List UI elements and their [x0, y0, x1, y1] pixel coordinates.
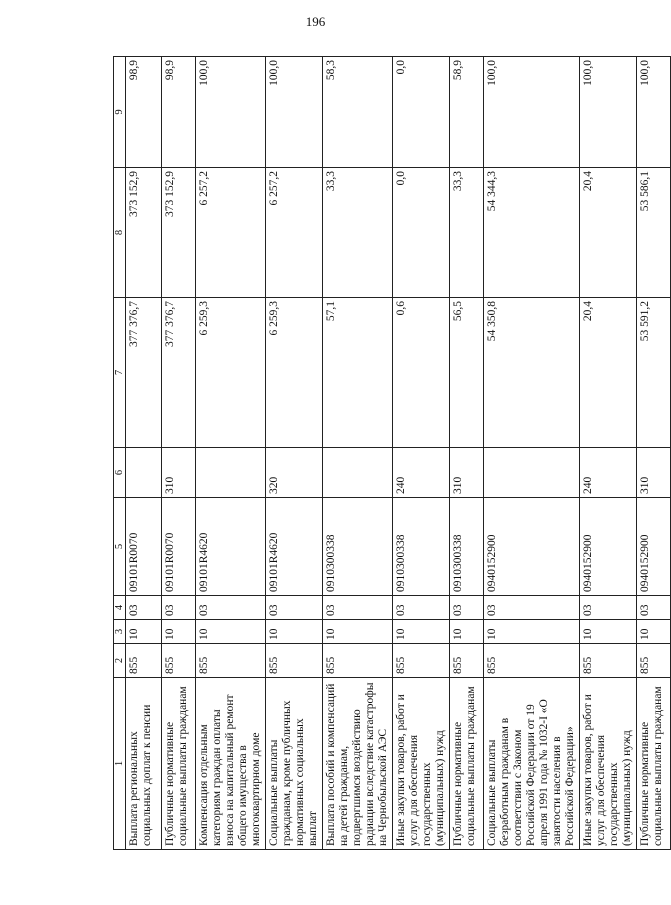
cell-target-article: 09101R0070 — [126, 498, 162, 596]
cell-expense-type: 240 — [393, 448, 450, 498]
cell-admin-code: 855 — [266, 644, 323, 678]
cell-expense-type: 240 — [580, 448, 637, 498]
cell-target-article: 09101R4620 — [266, 498, 323, 596]
table-row — [393, 57, 450, 850]
cell-target-article: 0910300338 — [323, 498, 393, 596]
column-header: 2 — [114, 644, 126, 678]
cell-subsection: 03 — [126, 596, 162, 620]
table-row — [484, 57, 580, 850]
cell-admin-code: 855 — [580, 644, 637, 678]
cell-planned: 53 591,2 — [637, 298, 671, 448]
cell-section: 10 — [323, 620, 393, 644]
column-header: 3 — [114, 620, 126, 644]
cell-admin-code: 855 — [484, 644, 580, 678]
cell-subsection: 03 — [580, 596, 637, 620]
cell-target-article: 0940152900 — [637, 498, 671, 596]
cell-executed: 54 344,3 — [484, 168, 580, 298]
cell-planned: 56,5 — [450, 298, 484, 448]
table-row — [162, 57, 196, 850]
column-header: 7 — [114, 298, 126, 448]
row-name: Компенсация отдельным категориям граждан оплаты взноса на капитальный ремонт общего имущества в многоквартирном доме — [196, 678, 266, 850]
cell-executed: 373 152,9 — [126, 168, 162, 298]
cell-subsection: 03 — [266, 596, 323, 620]
cell-percent: 0,0 — [393, 57, 450, 168]
cell-expense-type — [196, 448, 266, 498]
column-header: 6 — [114, 448, 126, 498]
row-name: Публичные нормативные социальные выплаты гражданам — [162, 678, 196, 850]
cell-planned: 377 376,7 — [126, 298, 162, 448]
cell-section: 10 — [266, 620, 323, 644]
row-name: Социальные выплаты безработным гражданам в соответствии с Законом Российской Федерации от 19 апреля 1991 года № 1032-I «О занятости населения в Российской Федерации» — [484, 678, 580, 850]
column-header: 8 — [114, 168, 126, 298]
cell-section: 10 — [126, 620, 162, 644]
row-name: Выплата региональных социальных доплат к пенсии — [126, 678, 162, 850]
rotated-table-wrapper — [113, 57, 664, 850]
cell-executed: 373 152,9 — [162, 168, 196, 298]
cell-executed: 6 257,2 — [266, 168, 323, 298]
table-row — [196, 57, 266, 850]
column-header: 5 — [114, 498, 126, 596]
budget-table — [113, 56, 671, 850]
cell-planned: 6 259,3 — [196, 298, 266, 448]
cell-target-article: 09101R0070 — [162, 498, 196, 596]
cell-section: 10 — [450, 620, 484, 644]
cell-subsection: 03 — [450, 596, 484, 620]
row-name: Социальные выплаты гражданам, кроме публичных нормативных социальных выплат — [266, 678, 323, 850]
cell-expense-type: 310 — [637, 448, 671, 498]
row-name: Выплата пособий и компенсаций на детей гражданам, подвергшимся воздействию радиации вследствие катастрофы на Чернобыльской АЭС — [323, 678, 393, 850]
header-row — [114, 57, 126, 850]
cell-planned: 377 376,7 — [162, 298, 196, 448]
cell-section: 10 — [580, 620, 637, 644]
cell-executed: 33,3 — [450, 168, 484, 298]
cell-admin-code: 855 — [450, 644, 484, 678]
row-name: Публичные нормативные социальные выплаты гражданам — [637, 678, 671, 850]
cell-percent: 98,9 — [126, 57, 162, 168]
cell-percent: 100,0 — [196, 57, 266, 168]
cell-percent: 100,0 — [637, 57, 671, 168]
table-row — [580, 57, 637, 850]
cell-subsection: 03 — [162, 596, 196, 620]
cell-planned: 0,6 — [393, 298, 450, 448]
cell-section: 10 — [393, 620, 450, 644]
cell-percent: 100,0 — [266, 57, 323, 168]
cell-subsection: 03 — [323, 596, 393, 620]
cell-percent: 58,3 — [323, 57, 393, 168]
column-header: 1 — [114, 678, 126, 850]
cell-section: 10 — [637, 620, 671, 644]
cell-admin-code: 855 — [196, 644, 266, 678]
cell-expense-type — [323, 448, 393, 498]
column-header: 9 — [114, 57, 126, 168]
row-name: Публичные нормативные социальные выплаты гражданам — [450, 678, 484, 850]
cell-admin-code: 855 — [126, 644, 162, 678]
cell-target-article: 0910300338 — [450, 498, 484, 596]
cell-admin-code: 855 — [162, 644, 196, 678]
cell-executed: 20,4 — [580, 168, 637, 298]
cell-expense-type: 310 — [162, 448, 196, 498]
cell-target-article: 0940152900 — [580, 498, 637, 596]
cell-percent: 100,0 — [580, 57, 637, 168]
cell-executed: 53 586,1 — [637, 168, 671, 298]
cell-percent: 98,9 — [162, 57, 196, 168]
cell-percent: 58,9 — [450, 57, 484, 168]
cell-percent: 100,0 — [484, 57, 580, 168]
table-row — [450, 57, 484, 850]
table-row — [266, 57, 323, 850]
cell-subsection: 03 — [484, 596, 580, 620]
cell-expense-type: 320 — [266, 448, 323, 498]
cell-admin-code: 855 — [323, 644, 393, 678]
cell-admin-code: 855 — [637, 644, 671, 678]
column-header: 4 — [114, 596, 126, 620]
cell-section: 10 — [196, 620, 266, 644]
cell-target-article: 0910300338 — [393, 498, 450, 596]
cell-subsection: 03 — [196, 596, 266, 620]
cell-admin-code: 855 — [393, 644, 450, 678]
cell-executed: 6 257,2 — [196, 168, 266, 298]
table-row — [637, 57, 671, 850]
cell-target-article: 0940152900 — [484, 498, 580, 596]
cell-expense-type: 310 — [450, 448, 484, 498]
cell-target-article: 09101R4620 — [196, 498, 266, 596]
table-row — [126, 57, 162, 850]
cell-section: 10 — [484, 620, 580, 644]
cell-executed: 33,3 — [323, 168, 393, 298]
cell-executed: 0,0 — [393, 168, 450, 298]
cell-subsection: 03 — [393, 596, 450, 620]
cell-planned: 57,1 — [323, 298, 393, 448]
row-name: Иные закупки товаров, работ и услуг для обеспечения государственных (муниципальных) нужд — [393, 678, 450, 850]
cell-subsection: 03 — [637, 596, 671, 620]
row-name: Иные закупки товаров, работ и услуг для обеспечения государственных (муниципальных) нужд — [580, 678, 637, 850]
cell-section: 10 — [162, 620, 196, 644]
cell-expense-type — [126, 448, 162, 498]
table-row — [323, 57, 393, 850]
cell-planned: 54 350,8 — [484, 298, 580, 448]
cell-planned: 20,4 — [580, 298, 637, 448]
page-number: 196 — [305, 14, 326, 29]
cell-expense-type — [484, 448, 580, 498]
cell-planned: 6 259,3 — [266, 298, 323, 448]
